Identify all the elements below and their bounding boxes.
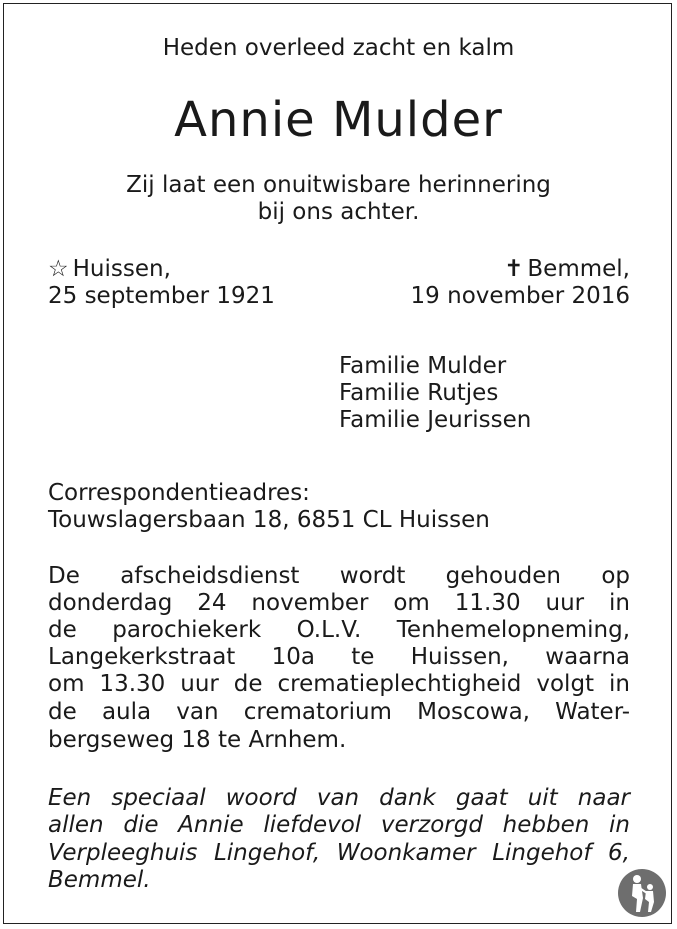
family-line: Familie Mulder bbox=[339, 353, 507, 379]
address-value: Touwslagersbaan 18, 6851 CL Huissen bbox=[48, 507, 490, 533]
memory-line-1: Zij laat een onuitwisbare herinnering bbox=[126, 172, 551, 198]
family-line: Familie Jeurissen bbox=[339, 407, 532, 433]
star-icon: ☆ bbox=[48, 256, 69, 282]
deceased-name: Annie Mulder bbox=[174, 92, 503, 148]
thanks-line: Verpleeghuis Lingehof, Woonkamer Lingehof 6, bbox=[48, 840, 630, 866]
service-line: de aula van crematorium Moscowa, Water- bbox=[48, 699, 630, 725]
memory-line-2: bij ons achter. bbox=[257, 199, 420, 225]
service-line: om 13.30 uur de crematieplechtigheid volgt in bbox=[48, 671, 630, 697]
cross-icon: ✝ bbox=[504, 256, 524, 282]
service-line: Langekerkstraat 10a te Huissen, waarna bbox=[48, 644, 630, 670]
thanks-line: allen die Annie liefdevol verzorgd hebben in bbox=[48, 812, 630, 838]
family-line: Familie Rutjes bbox=[339, 380, 499, 406]
thanks-line: Bemmel. bbox=[48, 867, 151, 893]
death-date: 19 november 2016 bbox=[410, 283, 630, 309]
death-place-text: Bemmel, bbox=[527, 256, 630, 282]
birth-place-text: Huissen, bbox=[72, 256, 171, 282]
caregiver-figure-icon bbox=[617, 868, 667, 918]
service-line: de parochiekerk O.L.V. Tenhemelopneming, bbox=[48, 617, 630, 643]
service-line: bergseweg 18 te Arnhem. bbox=[48, 727, 347, 753]
birth-date: 25 september 1921 bbox=[48, 283, 275, 309]
service-line: donderdag 24 november om 11.30 uur in bbox=[48, 590, 630, 616]
birth-place bbox=[48, 256, 171, 283]
address-label: Correspondentieadres: bbox=[48, 480, 310, 506]
service-line: De afscheidsdienst wordt gehouden op bbox=[48, 563, 630, 589]
intro-text: Heden overleed zacht en kalm bbox=[162, 35, 515, 61]
death-place bbox=[504, 256, 630, 283]
thanks-line: Een speciaal woord van dank gaat uit naar bbox=[48, 785, 630, 811]
